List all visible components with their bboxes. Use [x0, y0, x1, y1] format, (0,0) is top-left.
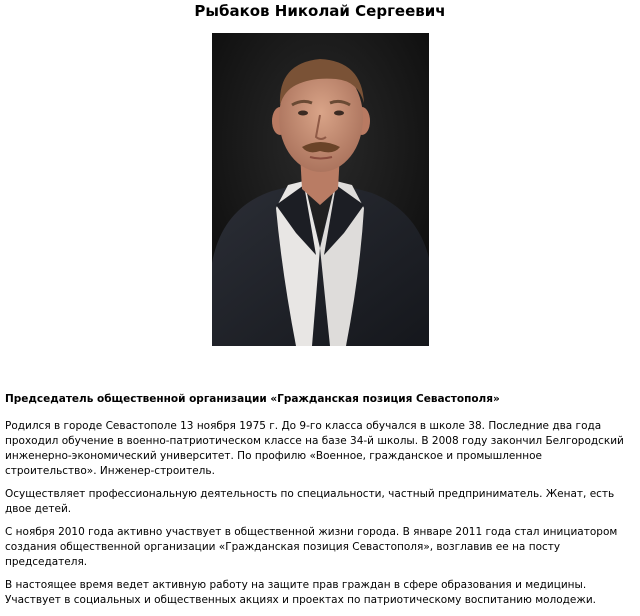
- paragraph-biography: Родился в городе Севастополе 13 ноября 1975 г. До 9-го класса обучался в школе 38. Последние два года проходил обучение в военно-патриотическом классе на базе 34-й школы. В 2008 году закончил Белгородский инженерно-экономический университет. По профилю «Военное, гражданское и промышленное строительство». Инженер-строитель.: [5, 420, 624, 477]
- article-body: [5, 392, 635, 616]
- portrait-photo: [212, 33, 429, 346]
- page-title: Рыбаков Николай Сергеевич: [194, 2, 446, 20]
- portrait-illustration: [212, 33, 429, 346]
- paragraph-public-activity: С ноября 2010 года активно участвует в общественной жизни города. В январе 2011 года стал инициатором создания общественной организации «Гражданская позиция Севастополя», возглавив ее на посту председателя.: [5, 526, 618, 568]
- article-subtitle: Председатель общественной организации «Гражданская позиция Севастополя»: [5, 393, 500, 405]
- paragraph-profession: Осуществляет профессиональную деятельность по специальности, частный предприниматель. Женат, есть двое детей.: [5, 488, 615, 515]
- paragraph-current-work: В настоящее время ведет активную работу на защите прав граждан в сфере образования и медицины. Участвует в социальных и общественных акциях и проектах по патриотическому воспитанию молодежи.: [5, 579, 597, 606]
